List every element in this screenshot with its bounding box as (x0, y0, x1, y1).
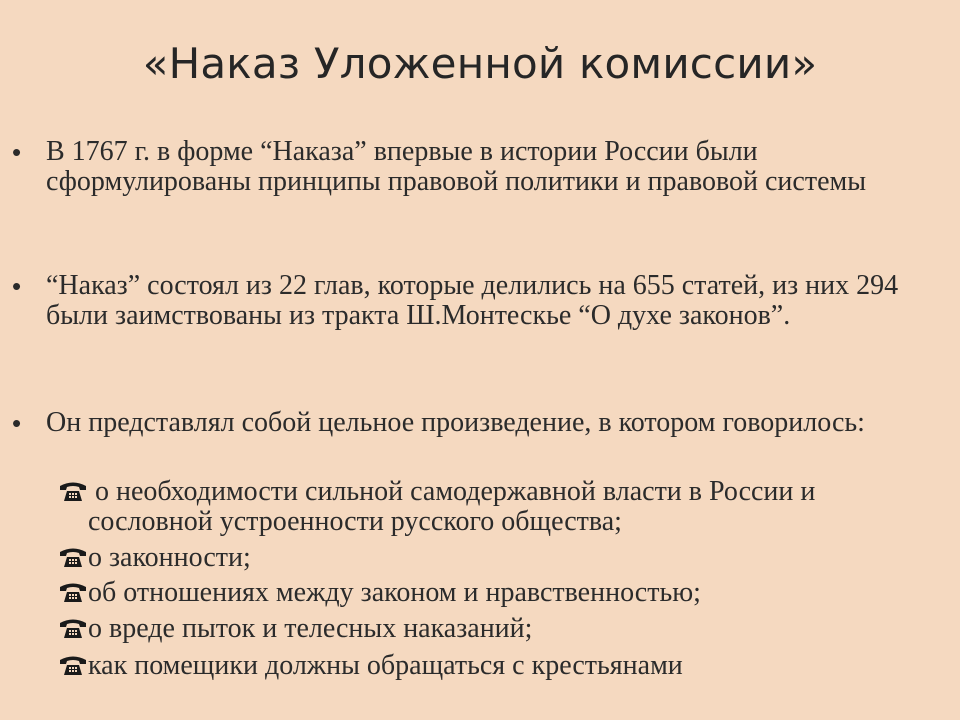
sub-item-text-continued: сословной устроенности русского общества; (88, 506, 622, 537)
sub-item-text: об отношениях между законом и нравственностью; (88, 577, 701, 608)
telephone-icon (58, 617, 88, 639)
sub-list-item (58, 543, 928, 573)
sub-list-item (58, 578, 928, 608)
telephone-icon (58, 581, 88, 603)
bullet-marker: • (12, 408, 22, 438)
sub-item-text: о законности; (88, 542, 251, 573)
sub-item-text: о необходимости сильной самодержавной власти в России и (88, 476, 816, 507)
sub-list-item (58, 477, 928, 537)
slide-title: «Наказ Уложенной комиссии» (142, 39, 818, 88)
sub-list-item (58, 651, 928, 681)
bullet-marker: • (12, 271, 22, 301)
bullet-marker: • (12, 137, 22, 167)
telephone-icon (58, 480, 88, 502)
sub-item-text: как помещики должны обращаться с крестьянами (88, 650, 683, 681)
sub-item-text: о вреде пыток и телесных наказаний; (88, 613, 533, 644)
bullet-text: “Наказ” состоял из 22 глав, которые делились на 655 статей, из них 294 были заимствованы из тракта Ш.Монтескье “О духе законов”. (46, 270, 899, 331)
telephone-icon (58, 546, 88, 568)
bullet-text: Он представлял собой цельное произведение, в котором говорилось: (46, 407, 865, 438)
bullet-text: В 1767 г. в форме “Наказа” впервые в истории России были сформулированы принципы правовой политики и правовой системы (46, 136, 867, 197)
sub-list-item (58, 614, 928, 644)
telephone-icon (58, 654, 88, 676)
